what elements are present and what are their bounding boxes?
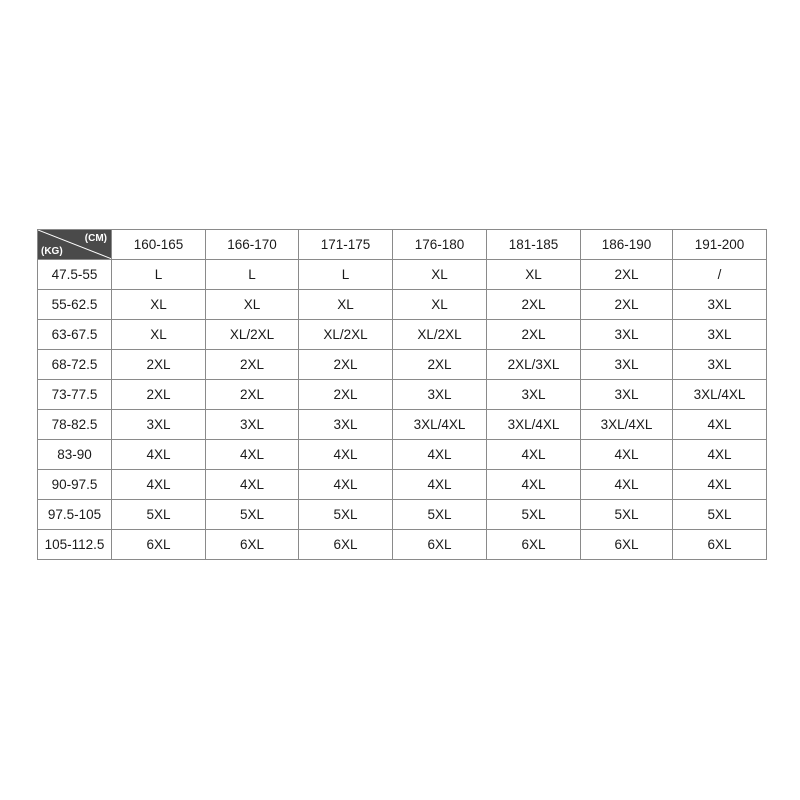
size-cell: 4XL [487, 440, 581, 470]
size-cell: 2XL [206, 350, 299, 380]
height-header: 176-180 [393, 230, 487, 260]
size-cell: 4XL [112, 470, 206, 500]
size-cell: 4XL [581, 440, 673, 470]
size-cell: XL [487, 260, 581, 290]
weight-range-cell: 78-82.5 [38, 410, 112, 440]
table-row [38, 440, 767, 470]
weight-range-cell: 90-97.5 [38, 470, 112, 500]
size-cell: 3XL [206, 410, 299, 440]
size-chart-body [38, 260, 767, 560]
size-cell: 4XL [206, 470, 299, 500]
size-cell: 2XL [112, 350, 206, 380]
size-cell: XL [393, 260, 487, 290]
size-cell: L [299, 260, 393, 290]
size-cell: 5XL [487, 500, 581, 530]
table-row [38, 290, 767, 320]
size-cell: 5XL [393, 500, 487, 530]
size-cell: 4XL [206, 440, 299, 470]
header-row [38, 230, 767, 260]
height-header: 160-165 [112, 230, 206, 260]
size-cell: 3XL/4XL [393, 410, 487, 440]
size-cell: L [112, 260, 206, 290]
size-cell: 4XL [299, 440, 393, 470]
weight-range-cell: 47.5-55 [38, 260, 112, 290]
size-cell: XL/2XL [299, 320, 393, 350]
size-cell: XL/2XL [206, 320, 299, 350]
size-cell: 6XL [393, 530, 487, 560]
size-cell: XL [206, 290, 299, 320]
size-cell: 3XL [581, 350, 673, 380]
size-cell: XL [393, 290, 487, 320]
size-cell: 4XL [112, 440, 206, 470]
size-cell: XL [299, 290, 393, 320]
corner-header-cell [38, 230, 112, 260]
size-cell: 2XL [487, 320, 581, 350]
table-row [38, 470, 767, 500]
size-cell: 5XL [206, 500, 299, 530]
size-chart-table [37, 229, 767, 560]
size-cell: 6XL [112, 530, 206, 560]
size-cell: L [206, 260, 299, 290]
height-header: 191-200 [673, 230, 767, 260]
table-row [38, 260, 767, 290]
size-cell: 3XL [673, 320, 767, 350]
height-header: 186-190 [581, 230, 673, 260]
size-cell: 4XL [299, 470, 393, 500]
size-cell: 2XL [393, 350, 487, 380]
size-cell: 3XL [673, 350, 767, 380]
size-cell: 5XL [673, 500, 767, 530]
size-cell: 4XL [487, 470, 581, 500]
size-cell: 2XL [299, 380, 393, 410]
size-cell: XL [112, 320, 206, 350]
height-header: 171-175 [299, 230, 393, 260]
size-cell: 3XL [112, 410, 206, 440]
size-cell: 6XL [299, 530, 393, 560]
size-cell: 2XL [112, 380, 206, 410]
weight-range-cell: 68-72.5 [38, 350, 112, 380]
weight-range-cell: 97.5-105 [38, 500, 112, 530]
table-row [38, 380, 767, 410]
weight-range-cell: 105-112.5 [38, 530, 112, 560]
weight-range-cell: 63-67.5 [38, 320, 112, 350]
size-cell: 3XL/4XL [673, 380, 767, 410]
size-cell: 2XL [299, 350, 393, 380]
size-cell: 3XL [581, 380, 673, 410]
height-header: 181-185 [487, 230, 581, 260]
size-cell: 3XL [581, 320, 673, 350]
size-cell: 4XL [673, 440, 767, 470]
size-cell: 5XL [299, 500, 393, 530]
height-unit-label: (CM) [84, 233, 107, 244]
size-cell: 6XL [581, 530, 673, 560]
table-row [38, 350, 767, 380]
size-cell: 2XL/3XL [487, 350, 581, 380]
size-cell: 2XL [581, 260, 673, 290]
size-cell: 2XL [487, 290, 581, 320]
size-cell: XL [112, 290, 206, 320]
size-cell: 6XL [206, 530, 299, 560]
size-cell: 3XL [487, 380, 581, 410]
size-cell: 3XL [393, 380, 487, 410]
size-cell: 4XL [393, 440, 487, 470]
size-cell: 3XL/4XL [487, 410, 581, 440]
size-cell: 4XL [673, 470, 767, 500]
size-cell: 6XL [673, 530, 767, 560]
size-cell: 2XL [206, 380, 299, 410]
size-cell: / [673, 260, 767, 290]
table-row [38, 320, 767, 350]
size-cell: 4XL [393, 470, 487, 500]
size-cell: 2XL [581, 290, 673, 320]
size-cell: 3XL [299, 410, 393, 440]
height-header: 166-170 [206, 230, 299, 260]
weight-unit-label: (KG) [41, 246, 63, 257]
size-cell: 6XL [487, 530, 581, 560]
size-cell: 3XL [673, 290, 767, 320]
size-cell: 5XL [112, 500, 206, 530]
weight-range-cell: 55-62.5 [38, 290, 112, 320]
size-cell: 3XL/4XL [581, 410, 673, 440]
table-row [38, 410, 767, 440]
size-cell: XL/2XL [393, 320, 487, 350]
table-row [38, 530, 767, 560]
weight-range-cell: 73-77.5 [38, 380, 112, 410]
size-cell: 5XL [581, 500, 673, 530]
table-row [38, 500, 767, 530]
size-cell: 4XL [581, 470, 673, 500]
weight-range-cell: 83-90 [38, 440, 112, 470]
size-cell: 4XL [673, 410, 767, 440]
